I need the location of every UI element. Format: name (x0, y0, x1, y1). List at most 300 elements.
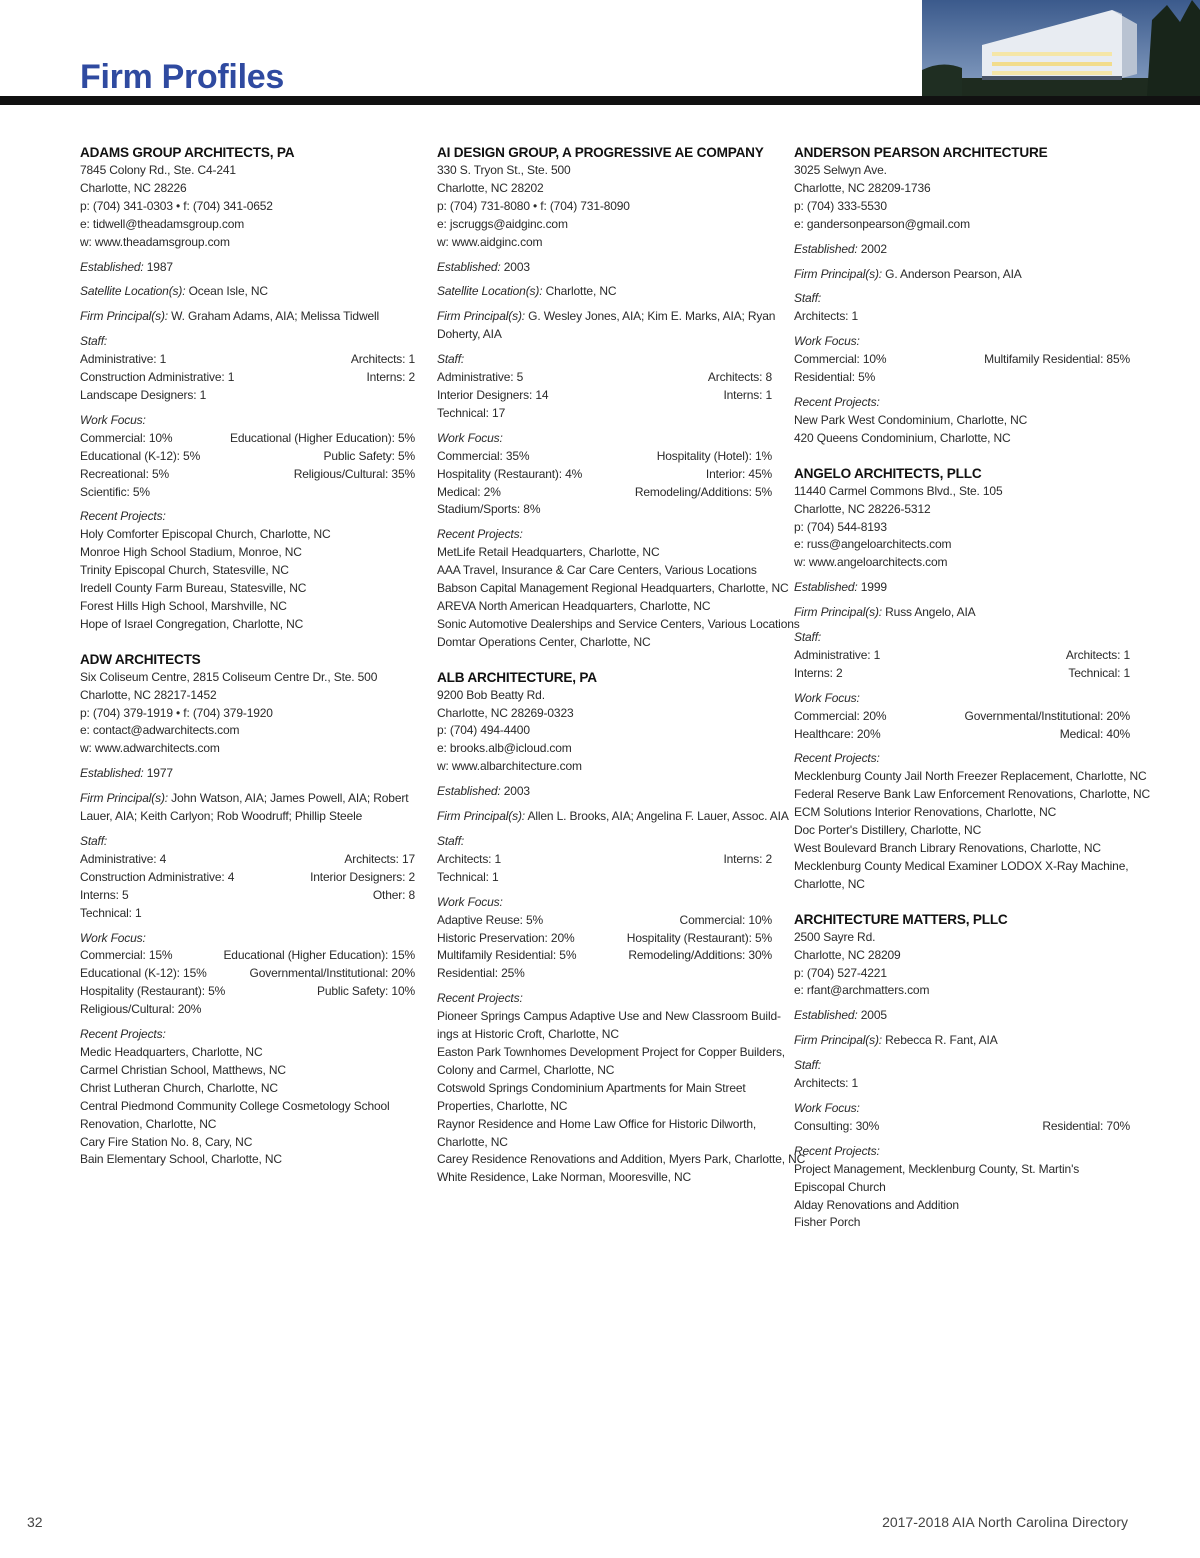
recent-projects-label: Recent Projects: (80, 509, 166, 524)
principals-value: Doherty, AIA (437, 327, 502, 342)
work-focus-item: Religious/Cultural: 35% (293, 466, 415, 481)
contact-line: 3025 Selwyn Ave. (794, 163, 887, 177)
established-label: Established: (794, 241, 858, 256)
staff-item: Interns: 2 (366, 370, 415, 385)
column-2 (437, 143, 806, 1203)
page-number: 32 (27, 1514, 43, 1530)
firm-contact (437, 162, 772, 252)
staff-row (80, 869, 415, 887)
staff-item: Architects: 17 (344, 851, 415, 866)
contact-line: w: www.theadamsgroup.com (80, 234, 230, 249)
staff-item: Architects: 1 (794, 1076, 859, 1091)
firm-name: ADAMS GROUP ARCHITECTS, PA (80, 145, 295, 160)
project-item: Christ Lutheran Church, Charlotte, NC (80, 1080, 278, 1095)
staff-item: Interns: 1 (723, 387, 772, 402)
established (794, 579, 1130, 597)
work-focus-row (437, 912, 772, 930)
staff-row (80, 851, 415, 869)
staff-label: Staff: (437, 352, 465, 367)
work-focus-block (80, 412, 415, 502)
firm-profile (794, 910, 1130, 1233)
work-focus-row (437, 448, 772, 466)
established-label: Established: (80, 259, 144, 274)
firm-contact (794, 162, 1130, 234)
firm-contact (80, 162, 415, 252)
established-value: 2003 (503, 784, 530, 799)
work-focus-item: Commercial: 35% (437, 448, 530, 463)
project-item: Colony and Carmel, Charlotte, NC (437, 1062, 615, 1077)
principals-value: Rebecca R. Fant, AIA (885, 1033, 998, 1048)
recent-projects-label: Recent Projects: (80, 1027, 166, 1042)
work-focus-label: Work Focus: (437, 430, 503, 445)
contact-line: e: jscruggs@aidginc.com (437, 216, 568, 231)
work-focus-row (437, 965, 772, 983)
work-focus-row (794, 708, 1130, 726)
principals-label: Firm Principal(s): (794, 605, 882, 620)
work-focus-row (437, 930, 772, 948)
project-item: Carey Residence Renovations and Addition, Myers Park, Charlotte, NC (437, 1152, 806, 1167)
staff-item: Architects: 1 (437, 851, 502, 866)
contact-line: Six Coliseum Centre, 2815 Coliseum Centre Dr., Ste. 500 (80, 669, 378, 684)
work-focus-item: Consulting: 30% (794, 1118, 880, 1133)
established-value: 1987 (146, 259, 173, 274)
staff-row (794, 647, 1130, 665)
staff-row (794, 665, 1130, 683)
staff-item: Architects: 1 (1065, 647, 1130, 662)
principals-label: Firm Principal(s): (80, 309, 168, 324)
project-item: Trinity Episcopal Church, Statesville, NC (80, 563, 289, 578)
staff-label: Staff: (80, 334, 108, 349)
firm-name: ADW ARCHITECTS (80, 651, 201, 667)
project-item: Project Management, Mecklenburg County, St. Martin's (794, 1161, 1080, 1176)
firm-principals (794, 604, 1130, 622)
work-focus-row (794, 1118, 1130, 1136)
contact-line: e: brooks.alb@icloud.com (437, 741, 572, 756)
work-focus-item: Adaptive Reuse: 5% (437, 912, 544, 927)
staff-row (80, 387, 415, 405)
firm-contact (80, 669, 415, 759)
principals-line (80, 308, 415, 326)
staff-row (794, 1075, 1130, 1093)
project-item: Bain Elementary School, Charlotte, NC (80, 1152, 282, 1167)
recent-projects-label: Recent Projects: (794, 394, 880, 409)
work-focus-row (794, 351, 1130, 369)
work-focus-label: Work Focus: (794, 690, 860, 705)
work-focus-item: Commercial: 10% (794, 352, 887, 367)
staff-item: Interns: 5 (80, 887, 129, 902)
project-item: Carmel Christian School, Matthews, NC (80, 1062, 286, 1077)
work-focus-item: Hospitality (Restaurant): 4% (437, 466, 583, 481)
contact-line: Charlotte, NC 28226 (80, 180, 187, 195)
work-focus-item: Hospitality (Restaurant): 5% (626, 930, 772, 945)
work-focus-item: Remodeling/Additions: 30% (628, 948, 772, 963)
project-item: West Boulevard Branch Library Renovations, Charlotte, NC (794, 841, 1101, 855)
contact-line: e: russ@angeloarchitects.com (794, 537, 952, 552)
staff-item: Administrative: 5 (437, 370, 524, 385)
established-value: 2005 (860, 1008, 887, 1023)
recent-projects-block (794, 750, 1151, 893)
project-item: MetLife Retail Headquarters, Charlotte, NC (437, 545, 660, 560)
work-focus-item: Governmental/Institutional: 20% (249, 966, 415, 981)
contact-line: 9200 Bob Beatty Rd. (437, 687, 545, 702)
recent-projects-block (80, 508, 415, 633)
project-item: Central Piedmond Community College Cosmetology School (80, 1098, 390, 1113)
contact-line: Charlotte, NC 28202 (437, 180, 544, 195)
contact-line: Charlotte, NC 28226-5312 (794, 501, 931, 516)
staff-item: Technical: 1 (80, 905, 142, 920)
work-focus-item: Remodeling/Additions: 5% (634, 484, 772, 499)
staff-block (794, 629, 1130, 683)
principals-line (794, 604, 1130, 622)
project-item: White Residence, Lake Norman, Mooresville, NC (437, 1170, 692, 1185)
project-item: AAA Travel, Insurance & Car Care Centers, Various Locations (437, 563, 757, 578)
staff-block (437, 351, 772, 423)
project-item: Cary Fire Station No. 8, Cary, NC (80, 1134, 253, 1149)
firm-principals (794, 266, 1130, 284)
staff-item: Administrative: 1 (80, 352, 167, 367)
work-focus-row (80, 947, 415, 965)
work-focus-row (794, 369, 1130, 387)
project-item: Hope of Israel Congregation, Charlotte, NC (80, 616, 304, 631)
established-value: 1977 (146, 766, 173, 781)
project-item: Pioneer Springs Campus Adaptive Use and New Classroom Build- (437, 1009, 781, 1024)
contact-line: 11440 Carmel Commons Blvd., Ste. 105 (794, 483, 1003, 498)
project-item: Federal Reserve Bank Law Enforcement Renovations, Charlotte, NC (794, 787, 1151, 802)
work-focus-item: Hospitality (Restaurant): 5% (80, 984, 226, 999)
staff-item: Administrative: 4 (80, 851, 167, 866)
firm-name: ANDERSON PEARSON ARCHITECTURE (794, 145, 1048, 160)
column-1 (80, 143, 415, 1185)
staff-row (437, 851, 772, 869)
firm-contact (437, 687, 772, 777)
established (80, 765, 415, 783)
work-focus-item: Public Safety: 5% (323, 448, 415, 463)
firm-principals (437, 808, 789, 826)
contact-line: w: www.aidginc.com (437, 234, 543, 249)
recent-projects-label: Recent Projects: (437, 991, 523, 1006)
work-focus-block (437, 430, 772, 520)
work-focus-row (437, 466, 772, 484)
project-item: Alday Renovations and Addition (794, 1197, 959, 1212)
project-item: New Park West Condominium, Charlotte, NC (794, 412, 1028, 427)
project-item: Easton Park Townhomes Development Project for Copper Builders, (437, 1044, 785, 1059)
staff-item: Interior Designers: 14 (437, 387, 549, 402)
firm-profile (794, 464, 1151, 894)
firm-principals (80, 790, 415, 826)
staff-label: Staff: (437, 834, 465, 848)
contact-line: 2500 Sayre Rd. (794, 929, 876, 944)
work-focus-item: Educational (K-12): 5% (80, 448, 201, 463)
work-focus-label: Work Focus: (437, 894, 503, 909)
recent-projects-block (794, 1143, 1130, 1233)
work-focus-block (794, 690, 1130, 744)
firm-name: ANGELO ARCHITECTS, PLLC (794, 465, 982, 481)
recent-projects-block (437, 990, 806, 1187)
project-item: Domtar Operations Center, Charlotte, NC (437, 634, 651, 649)
firm-principals (794, 1032, 1130, 1050)
staff-item: Interns: 2 (794, 665, 843, 680)
work-focus-item: Educational (K-12): 15% (80, 966, 207, 981)
staff-block (80, 833, 415, 923)
work-focus-row (80, 983, 415, 1001)
staff-block (437, 833, 772, 887)
principals-line (794, 1032, 1130, 1050)
contact-line: w: www.adwarchitects.com (80, 741, 220, 756)
work-focus-item: Educational (Higher Education): 5% (229, 430, 415, 445)
publication-title: 2017-2018 AIA North Carolina Directory (882, 1514, 1128, 1530)
staff-row (80, 905, 415, 923)
firm-principals (80, 308, 415, 326)
work-focus-item: Medical: 40% (1059, 726, 1130, 741)
work-focus-block (794, 1100, 1130, 1136)
established-label: Established: (437, 259, 501, 274)
staff-row (437, 405, 772, 423)
project-item: Fisher Porch (794, 1215, 861, 1230)
project-item: Episcopal Church (794, 1179, 886, 1194)
staff-item: Technical: 1 (1068, 665, 1130, 680)
satellite-location (437, 283, 772, 301)
work-focus-row (437, 501, 772, 519)
staff-item: Architects: 1 (350, 352, 415, 367)
staff-row (80, 887, 415, 905)
project-item: Raynor Residence and Home Law Office for Historic Dilworth, (437, 1116, 757, 1131)
staff-row (437, 387, 772, 405)
work-focus-row (80, 448, 415, 466)
contact-line: w: www.angeloarchitects.com (794, 555, 948, 570)
principals-value: Russ Angelo, AIA (885, 605, 976, 620)
established (794, 1007, 1130, 1025)
contact-line: e: rfant@archmatters.com (794, 983, 930, 998)
work-focus-item: Educational (Higher Education): 15% (223, 948, 415, 963)
established-label: Established: (80, 766, 144, 781)
work-focus-item: Hospitality (Hotel): 1% (656, 448, 772, 463)
work-focus-row (80, 466, 415, 484)
firm-profile (80, 650, 415, 1170)
contact-line: p: (704) 333-5530 (794, 198, 887, 213)
work-focus-item: Medical: 2% (437, 484, 501, 499)
work-focus-row (80, 1001, 415, 1019)
staff-item: Construction Administrative: 4 (80, 869, 235, 884)
firm-name: ALB ARCHITECTURE, PA (437, 669, 597, 685)
established (80, 259, 415, 277)
project-item: Cotswold Springs Condominium Apartments for Main Street (437, 1080, 746, 1095)
staff-label: Staff: (80, 834, 108, 848)
contact-line: e: tidwell@theadamsgroup.com (80, 216, 245, 231)
contact-line: Charlotte, NC 28209 (794, 947, 901, 962)
established (437, 783, 772, 801)
firm-profile (794, 143, 1130, 448)
principals-line (80, 808, 415, 826)
contact-line: p: (704) 731-8080 • f: (704) 731-8090 (437, 198, 630, 213)
contact-line: p: (704) 341-0303 • f: (704) 341-0652 (80, 198, 273, 213)
contact-line: e: gandersonpearson@gmail.com (794, 216, 970, 231)
work-focus-item: Residential: 25% (437, 966, 525, 981)
work-focus-item: Commercial: 10% (679, 912, 772, 927)
firm-profile (437, 143, 800, 652)
established-label: Established: (794, 580, 858, 595)
project-item: Iredell County Farm Bureau, Statesville, NC (80, 581, 307, 596)
work-focus-block (80, 930, 415, 1020)
work-focus-row (437, 484, 772, 502)
principals-line (794, 266, 1130, 284)
project-item: 420 Queens Condominium, Charlotte, NC (794, 430, 1011, 445)
work-focus-item: Multifamily Residential: 5% (437, 948, 577, 963)
work-focus-item: Public Safety: 10% (316, 984, 415, 999)
project-item: Medic Headquarters, Charlotte, NC (80, 1044, 263, 1059)
work-focus-row (80, 965, 415, 983)
principals-line (437, 308, 776, 326)
project-item: Sonic Automotive Dealerships and Service Centers, Various Locations (437, 616, 800, 631)
satellite-location (80, 283, 415, 301)
work-focus-item: Governmental/Institutional: 20% (964, 708, 1130, 723)
contact-line: w: www.albarchitecture.com (437, 759, 582, 774)
work-focus-label: Work Focus: (794, 334, 860, 349)
recent-projects-label: Recent Projects: (437, 527, 523, 542)
contact-line: p: (704) 494-4400 (437, 723, 530, 738)
work-focus-item: Historic Preservation: 20% (437, 930, 575, 945)
project-item: Charlotte, NC (794, 876, 865, 891)
firm-profile (437, 668, 806, 1188)
work-focus-item: Residential: 70% (1042, 1118, 1130, 1133)
project-item: Monroe High School Stadium, Monroe, NC (80, 545, 302, 560)
staff-row (80, 369, 415, 387)
project-item: Mecklenburg County Jail North Freezer Replacement, Charlotte, NC (794, 769, 1147, 784)
established-value: 1999 (860, 580, 887, 595)
project-item: ings at Historic Croft, Charlotte, NC (437, 1027, 619, 1042)
firm-contact (794, 483, 1130, 573)
principals-value: G. Wesley Jones, AIA; Kim E. Marks, AIA; Ryan (528, 309, 776, 324)
established-value: 2002 (860, 241, 887, 256)
established-label: Established: (437, 784, 501, 799)
staff-item: Construction Administrative: 1 (80, 370, 235, 385)
recent-projects-block (437, 526, 800, 651)
project-item: Doc Porter's Distillery, Charlotte, NC (794, 823, 982, 838)
satellite-location-label: Satellite Location(s): (80, 284, 186, 299)
page-title: Firm Profiles (80, 58, 284, 96)
contact-line: p: (704) 544-8193 (794, 519, 887, 534)
project-item: ECM Solutions Interior Renovations, Charlotte, NC (794, 805, 1057, 820)
principals-value: Allen L. Brooks, AIA; Angelina F. Lauer, Assoc. AIA (527, 809, 789, 824)
work-focus-row (80, 430, 415, 448)
recent-projects-label: Recent Projects: (794, 1143, 880, 1158)
principals-label: Firm Principal(s): (794, 1033, 882, 1048)
contact-line: Charlotte, NC 28269-0323 (437, 705, 574, 720)
work-focus-label: Work Focus: (80, 412, 146, 427)
staff-row (437, 869, 772, 887)
staff-row (80, 351, 415, 369)
firm-principals (437, 308, 776, 344)
firm-profile (80, 143, 415, 634)
staff-item: Interns: 2 (723, 851, 772, 866)
staff-block (80, 333, 415, 405)
work-focus-row (437, 947, 772, 965)
established-label: Established: (794, 1008, 858, 1023)
column-3 (794, 143, 1151, 1248)
work-focus-item: Scientific: 5% (80, 484, 150, 499)
work-focus-item: Residential: 5% (794, 370, 876, 385)
project-item: Charlotte, NC (437, 1134, 508, 1149)
principals-label: Firm Principal(s): (437, 809, 525, 824)
work-focus-label: Work Focus: (80, 930, 146, 945)
established (794, 241, 1130, 259)
staff-row (437, 369, 772, 387)
staff-item: Architects: 8 (707, 370, 772, 385)
contact-line: Charlotte, NC 28209-1736 (794, 180, 931, 195)
work-focus-item: Commercial: 20% (794, 708, 887, 723)
principals-value: John Watson, AIA; James Powell, AIA; Robert (171, 791, 409, 806)
work-focus-item: Recreational: 5% (80, 466, 169, 481)
project-item: Properties, Charlotte, NC (437, 1098, 568, 1113)
satellite-location-value: Ocean Isle, NC (188, 284, 268, 299)
principals-line (80, 790, 415, 808)
project-item: Mecklenburg County Medical Examiner LODOX X-Ray Machine, (794, 858, 1129, 873)
principals-line (437, 808, 789, 826)
work-focus-item: Healthcare: 20% (794, 726, 881, 741)
contact-line: p: (704) 527-4221 (794, 965, 887, 980)
principals-value: W. Graham Adams, AIA; Melissa Tidwell (171, 309, 380, 324)
header-building-photo (922, 0, 1200, 96)
principals-value: G. Anderson Pearson, AIA (885, 266, 1022, 281)
work-focus-item: Stadium/Sports: 8% (437, 502, 541, 517)
work-focus-row (80, 484, 415, 502)
work-focus-item: Multifamily Residential: 85% (984, 352, 1130, 367)
satellite-location-value: Charlotte, NC (545, 284, 617, 299)
staff-label: Staff: (794, 291, 822, 306)
contact-line: e: contact@adwarchitects.com (80, 723, 240, 738)
work-focus-item: Commercial: 10% (80, 430, 173, 445)
header-rule (0, 96, 1200, 105)
project-item: Renovation, Charlotte, NC (80, 1116, 217, 1131)
work-focus-item: Interior: 45% (705, 466, 772, 481)
staff-label: Staff: (794, 1058, 822, 1073)
staff-block (794, 290, 1130, 326)
work-focus-block (794, 333, 1130, 387)
work-focus-item: Religious/Cultural: 20% (80, 1002, 202, 1017)
staff-block (794, 1057, 1130, 1093)
principals-label: Firm Principal(s): (437, 309, 525, 324)
firm-name: AI DESIGN GROUP, A PROGRESSIVE AE COMPANY (437, 145, 764, 160)
contact-line: Charlotte, NC 28217-1452 (80, 687, 217, 702)
established (437, 259, 772, 277)
staff-item: Landscape Designers: 1 (80, 387, 207, 402)
principals-value: Lauer, AIA; Keith Carlyon; Rob Woodruff; Phillip Steele (80, 809, 363, 824)
staff-item: Other: 8 (372, 887, 415, 902)
staff-item: Interior Designers: 2 (310, 869, 415, 884)
principals-line (437, 326, 772, 344)
principals-label: Firm Principal(s): (794, 266, 882, 281)
staff-row (794, 308, 1130, 326)
project-item: Babson Capital Management Regional Headquarters, Charlotte, NC (437, 581, 789, 596)
project-item: Forest Hills High School, Marshville, NC (80, 598, 287, 613)
staff-item: Administrative: 1 (794, 647, 881, 662)
recent-projects-block (80, 1026, 415, 1169)
recent-projects-label: Recent Projects: (794, 751, 880, 766)
firm-contact (794, 929, 1130, 1001)
firm-name: ARCHITECTURE MATTERS, PLLC (794, 911, 1008, 927)
work-focus-item: Commercial: 15% (80, 948, 173, 963)
established-value: 2003 (503, 259, 530, 274)
work-focus-block (437, 894, 772, 984)
staff-item: Technical: 17 (437, 405, 506, 420)
recent-projects-block (794, 394, 1130, 448)
project-item: AREVA North American Headquarters, Charlotte, NC (437, 598, 711, 613)
staff-item: Architects: 1 (794, 309, 859, 324)
staff-label: Staff: (794, 630, 822, 645)
project-item: Holy Comforter Episcopal Church, Charlotte, NC (80, 527, 331, 542)
staff-item: Technical: 1 (437, 869, 499, 884)
satellite-location-label: Satellite Location(s): (437, 284, 543, 299)
contact-line: 7845 Colony Rd., Ste. C4-241 (80, 163, 236, 177)
